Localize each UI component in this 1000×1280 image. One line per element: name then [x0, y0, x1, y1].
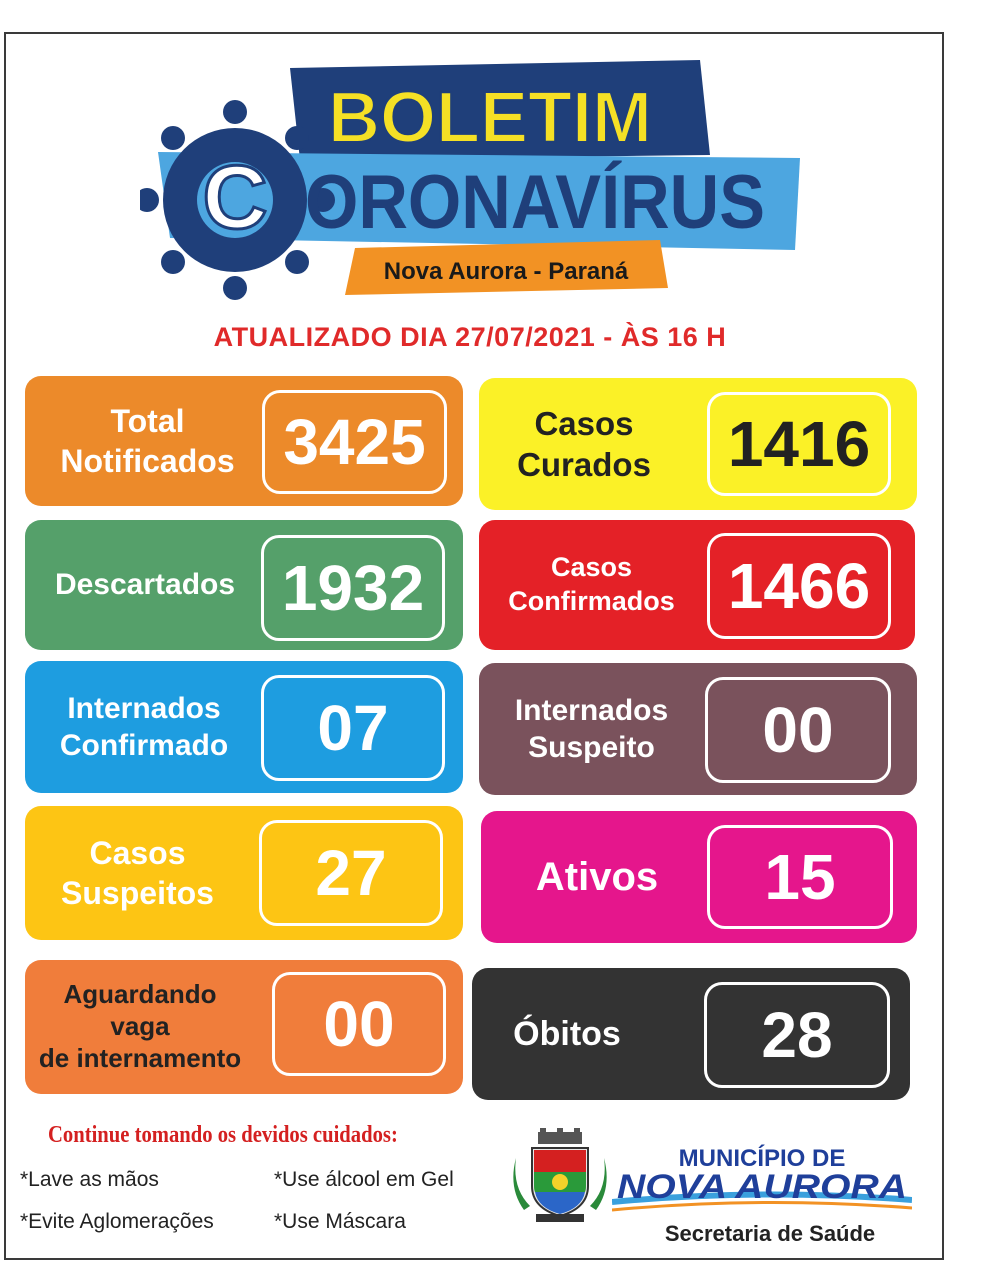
header-location: Nova Aurora - Paraná	[383, 258, 629, 285]
card-value: 1466	[707, 533, 891, 639]
header-banner	[140, 60, 820, 305]
tip-use-mask: *Use Máscara	[274, 1210, 406, 1233]
card-value: 15	[707, 825, 893, 929]
card-value: 00	[272, 972, 446, 1076]
card-value: 00	[705, 677, 891, 783]
footer-city: NOVA AURORA	[617, 1168, 907, 1206]
card-label: Ativos	[535, 855, 659, 899]
card-ativos	[481, 811, 917, 943]
care-title: Continue tomando os devidos cuidados:	[48, 1122, 398, 1148]
card-label: Óbitos	[513, 1014, 621, 1053]
footer-municipio: MUNICÍPIO DE	[678, 1145, 846, 1172]
coat-of-arms-icon	[512, 1128, 608, 1224]
card-label: Casos Suspeitos	[61, 835, 214, 911]
card-aguardando-vaga	[25, 960, 463, 1094]
card-casos-confirmados	[479, 520, 915, 650]
tip-avoid-crowds: *Evite Aglomerações	[20, 1210, 214, 1233]
card-obitos	[472, 968, 910, 1100]
header-title-main: ORONAVÍRUS	[305, 160, 765, 245]
update-date: ATUALIZADO DIA 27/07/2021 - ÀS 16 H	[213, 322, 727, 352]
card-value: 28	[704, 982, 890, 1088]
card-label: Descartados	[54, 568, 236, 602]
card-casos-suspeitos	[25, 806, 463, 940]
card-value: 3425	[262, 390, 447, 494]
card-value: 1416	[707, 392, 891, 496]
card-label: Total Notificados	[60, 403, 235, 479]
card-label: Casos Curados	[517, 404, 651, 483]
card-label: Internados Confirmado	[59, 691, 229, 762]
card-label: Aguardando vaga de internamento	[38, 979, 242, 1073]
card-casos-curados	[479, 378, 917, 510]
footer-department: Secretaria de Saúde	[664, 1221, 876, 1246]
card-total-notificados	[25, 376, 463, 506]
card-internados-suspeito	[479, 663, 917, 795]
card-value: 1932	[261, 535, 445, 641]
header-title-top: BOLETIM	[328, 78, 652, 158]
card-label: Internados Suspeito	[514, 693, 669, 764]
card-descartados	[25, 520, 463, 650]
tip-alcohol-gel: *Use álcool em Gel	[274, 1168, 454, 1191]
header-title-initial: C	[202, 148, 268, 248]
card-value: 27	[259, 820, 443, 926]
card-internados-confirmado	[25, 661, 463, 793]
municipio-logo	[612, 1140, 912, 1220]
card-label: Casos Confirmados	[508, 552, 675, 616]
card-value: 07	[261, 675, 445, 781]
tip-wash-hands: *Lave as mãos	[20, 1168, 159, 1191]
